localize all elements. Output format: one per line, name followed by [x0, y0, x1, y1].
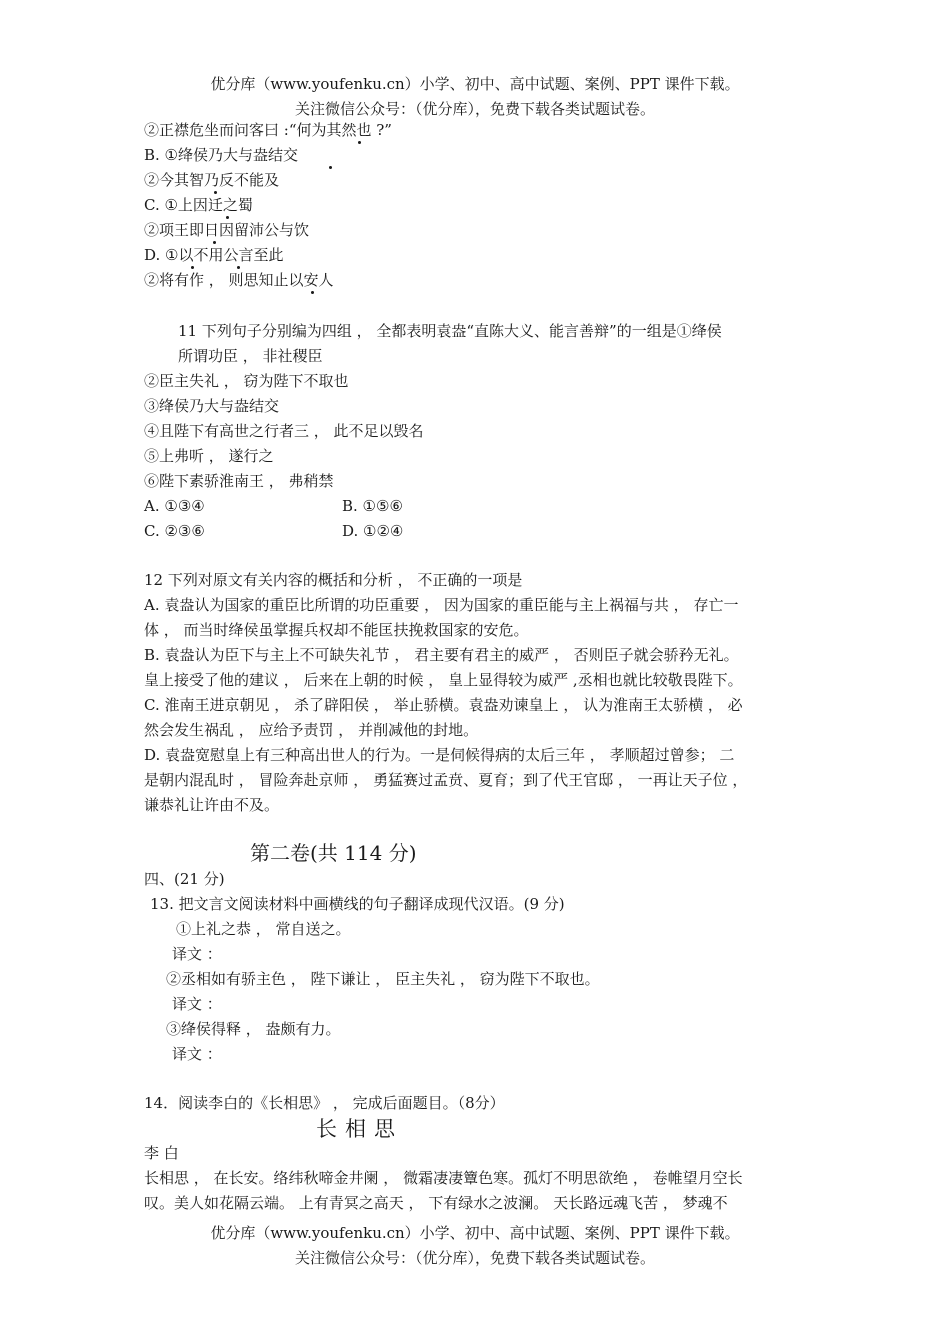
q12-stem: 12 下列对原文有关内容的概括和分析 ， 不正确的一项是: [144, 571, 523, 589]
q12-line: 谦恭礼让许由不及。: [144, 796, 280, 814]
q11-item: ②臣主失礼 ， 窃为陛下不取也: [144, 372, 349, 390]
section-four-heading: 四、(21 分): [144, 870, 225, 888]
q13-sentence-3: ③绛侯得释 ， 盎颇有力。: [166, 1020, 341, 1038]
page-header-line1: 优分库（www.youfenku.cn）小学、初中、高中试题、案例、PPT 课件下载。: [210, 75, 740, 93]
q12-line: A. 袁盎认为国家的重臣比所谓的功臣重要 ， 因为国家的重臣能与主上祸福与共 ， 存亡一: [144, 596, 739, 614]
q11-option-b: B. ①⑤⑥: [342, 497, 403, 515]
part-two-title: 第二卷(共 114 分): [250, 841, 417, 865]
emphasis-dot: [226, 216, 229, 219]
poem-line: 叹。美人如花隔云端。 上有青冥之高天 ， 下有绿水之波澜。 天长路远魂飞苦 ， 梦魂不: [144, 1194, 728, 1212]
page-footer-line1: 优分库（www.youfenku.cn）小学、初中、高中试题、案例、PPT 课件下载。: [210, 1224, 740, 1242]
q10-option-b2: ②今其智乃反不能及: [144, 171, 280, 189]
emphasis-dot: [213, 241, 216, 244]
poem-line: 长相思 ， 在长安。络纬秋啼金井阑 ， 微霜凄凄簟色寒。孤灯不明思欲绝 ， 卷帷望月空长: [144, 1169, 743, 1187]
q12-line: 皇上接受了他的建议 ， 后来在上朝的时候 ， 皇上显得较为威严 ,丞相也就比较敬畏陛下。: [144, 671, 743, 689]
q11-item: ③绛侯乃大与盎结交: [144, 397, 280, 415]
q11-option-a: A. ①③④: [144, 497, 205, 515]
q12-line: C. 淮南王进京朝见 ， 杀了辟阳侯 ， 举止骄横。袁盎劝谏皇上 ， 认为淮南王太骄横 ， 必: [144, 696, 743, 714]
emphasis-dot: [214, 191, 217, 194]
q12-line: D. 袁盎宽慰皇上有三种高出世人的行为。一是伺候得病的太后三年 ， 孝顺超过曾参； 二: [144, 746, 735, 764]
q10-option-d1: D. ①以不用公言至此: [144, 246, 284, 264]
q14-stem: 14．阅读李白的《长相思》 ， 完成后面题目。（8分）: [144, 1094, 505, 1112]
q10-option-b1: B. ①绛侯乃大与盎结交: [144, 146, 299, 164]
q10-option-c1: C. ①上因迁之蜀: [144, 196, 253, 214]
q13-translation-label: 译文 ：: [172, 995, 222, 1013]
q13-translation-label: 译文 ：: [172, 945, 222, 963]
emphasis-dot: [358, 141, 361, 144]
poem-author: 李 白: [144, 1144, 179, 1162]
q11-item: ④且陛下有高世之行者三 ， 此不足以毁名: [144, 422, 424, 440]
emphasis-dot: [311, 291, 314, 294]
q12-line: 体 ， 而当时绛侯虽掌握兵权却不能匡扶挽救国家的安危。: [144, 621, 529, 639]
q11-stem-line2: 所谓功臣 ， 非社稷臣: [178, 347, 323, 365]
q12-line: B. 袁盎认为臣下与主上不可缺失礼节 ， 君主要有君主的威严 ， 否则臣子就会骄矜无礼。: [144, 646, 739, 664]
q13-translation-label: 译文 ：: [172, 1045, 222, 1063]
q13-sentence-2: ②丞相如有骄主色 ， 陛下谦让 ， 臣主失礼 ， 窃为陛下不取也。: [166, 970, 600, 988]
q11-item: ⑥陛下素骄淮南王 ， 弗稍禁: [144, 472, 334, 490]
q11-stem-line1: 11 下列句子分别编为四组 ， 全都表明袁盎“直陈大义、能言善辩”的一组是①绛侯: [178, 322, 722, 340]
q10-line: ②正襟危坐而问客曰 :“何为其然也 ?”: [144, 121, 392, 139]
q11-option-d: D. ①②④: [342, 522, 404, 540]
page-footer-line2: 关注微信公众号：（优分库），免费下载各类试题试卷。: [294, 1249, 655, 1267]
emphasis-dot: [329, 166, 332, 169]
q12-line: 然会发生祸乱 ， 应给予责罚 ， 并削减他的封地。: [144, 721, 479, 739]
emphasis-dot: [237, 266, 240, 269]
q12-line: 是朝内混乱时 ， 冒险奔赴京师 ， 勇猛赛过孟贲、夏育；到了代王官邸 ， 一再让天子位 ，: [144, 771, 748, 789]
poem-title: 长相思: [316, 1117, 403, 1141]
emphasis-dot: [191, 266, 194, 269]
q13-sentence-1: ①上礼之恭 ， 常自送之。: [176, 920, 351, 938]
q10-option-c2: ②项王即日因留沛公与饮: [144, 221, 310, 239]
q10-option-d2: ②将有作 ， 则思知止以安人: [144, 271, 334, 289]
page-header-line2: 关注微信公众号：（优分库），免费下载各类试题试卷。: [294, 100, 655, 118]
q11-option-c: C. ②③⑥: [144, 522, 205, 540]
q13-stem: 13. 把文言文阅读材料中画横线的句子翻译成现代汉语。(9 分): [150, 895, 565, 913]
q11-item: ⑤上弗听 ， 遂行之: [144, 447, 274, 465]
